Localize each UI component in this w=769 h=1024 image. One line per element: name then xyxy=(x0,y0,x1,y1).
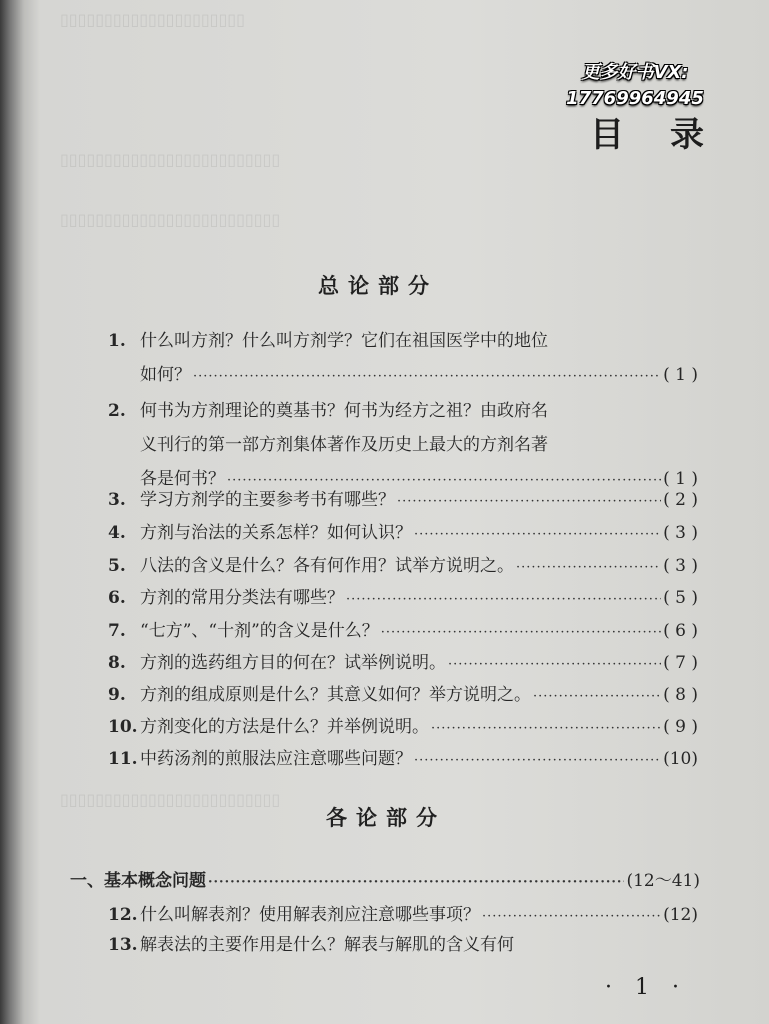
entry-number: 2. xyxy=(108,401,126,421)
entry-page: ( 1 ) xyxy=(663,469,698,489)
dot-leader xyxy=(208,868,624,898)
watermark xyxy=(560,60,710,112)
entry-text: 解表法的主要作用是什么？解表与解肌的含义有何 xyxy=(140,935,514,955)
toc-entry-1[interactable] xyxy=(108,324,698,394)
entry-number: 7. xyxy=(108,621,126,641)
entry-number: 10. xyxy=(108,717,138,737)
entry-page: ( 2 ) xyxy=(663,490,698,510)
toc-entry-10[interactable] xyxy=(108,710,698,746)
entry-text: 何书为方剂理论的奠基书？何书为经方之祖？由政府名 xyxy=(140,401,548,421)
entry-text: 中药汤剂的煎服法应注意哪些问题？ xyxy=(140,749,412,769)
entry-page: (10) xyxy=(663,749,698,769)
entry-text: 什么叫解表剂？使用解表剂应注意哪些事项？ xyxy=(140,905,480,925)
entry-number: 6. xyxy=(108,588,126,608)
specific-section-title: 各论部分 xyxy=(326,805,446,830)
entry-number: 11. xyxy=(108,749,138,769)
entry-page: ( 3 ) xyxy=(663,556,698,576)
toc-entry-4[interactable] xyxy=(108,516,698,552)
toc-entry-6[interactable] xyxy=(108,581,698,617)
watermark-line-2: 17769964945 xyxy=(566,88,704,109)
entry-text: 方剂的组成原则是什么？其意义如何？举方说明之。 xyxy=(140,685,531,705)
entry-number: 3. xyxy=(108,490,126,510)
dot-leader xyxy=(431,712,661,746)
category-label: 一、基本概念问题 xyxy=(70,871,206,891)
entry-page: (12) xyxy=(663,905,698,925)
entry-text: 什么叫方剂？什么叫方剂学？它们在祖国医学中的地位 xyxy=(140,331,548,351)
entry-number: 12. xyxy=(108,905,138,925)
entry-text: 方剂变化的方法是什么？并举例说明。 xyxy=(140,717,429,737)
toc-entry-8[interactable] xyxy=(108,646,698,682)
dot-leader xyxy=(533,680,661,714)
toc-entry-7[interactable] xyxy=(108,614,698,650)
dot-leader xyxy=(193,360,661,394)
dot-leader xyxy=(448,648,661,682)
toc-category-basic-concepts[interactable] xyxy=(70,866,700,898)
entry-page: ( 8 ) xyxy=(663,685,698,705)
entry-page: ( 1 ) xyxy=(663,365,698,385)
entry-text: 如何？ xyxy=(140,365,191,385)
entry-text: 义刊行的第一部方剂集体著作及历史上最大的方剂名著 xyxy=(140,435,548,455)
entry-number: 8. xyxy=(108,653,126,673)
bleed-through-text: ▯▯▯▯▯▯▯▯▯▯▯▯▯▯▯▯▯▯▯▯▯▯▯▯▯ xyxy=(60,210,281,229)
entry-number: 4. xyxy=(108,523,126,543)
toc-entry-9[interactable] xyxy=(108,678,698,714)
bleed-through-text: ▯▯▯▯▯▯▯▯▯▯▯▯▯▯▯▯▯▯▯▯▯▯▯▯▯ xyxy=(60,150,281,169)
entry-page: ( 3 ) xyxy=(663,523,698,543)
entry-text: 八法的含义是什么？各有何作用？试举方说明之。 xyxy=(140,556,514,576)
bleed-through-text: ▯▯▯▯▯▯▯▯▯▯▯▯▯▯▯▯▯▯▯▯▯ xyxy=(60,10,245,29)
entry-text: 方剂的常用分类法有哪些？ xyxy=(140,588,344,608)
entry-number: 5. xyxy=(108,556,126,576)
watermark-line-1: 更多好书VX: xyxy=(581,62,689,83)
entry-page: ( 6 ) xyxy=(663,621,698,641)
entry-text: 方剂与治法的关系怎样？如何认识？ xyxy=(140,523,412,543)
contents-heading: 目录 xyxy=(590,115,750,155)
entry-number: 13. xyxy=(108,935,138,955)
toc-entry-11[interactable] xyxy=(108,742,698,778)
dot-leader xyxy=(346,583,661,617)
dot-leader xyxy=(397,485,661,519)
category-pages: (12～41) xyxy=(626,871,700,891)
entry-number: 1. xyxy=(108,331,126,351)
bleed-through-text: ▯▯▯▯▯▯▯▯▯▯▯▯▯▯▯▯▯▯▯▯▯▯▯▯▯ xyxy=(60,790,281,809)
entry-text: “七方”、“十剂”的含义是什么？ xyxy=(140,621,379,641)
toc-entry-5[interactable] xyxy=(108,549,698,585)
general-section-title: 总论部分 xyxy=(318,273,438,298)
toc-entry-3[interactable] xyxy=(108,483,698,519)
entry-number: 9. xyxy=(108,685,126,705)
dot-leader xyxy=(414,744,661,778)
dot-leader xyxy=(414,518,661,552)
page-number: · 1 · xyxy=(605,975,687,1000)
entry-text: 各是何书？ xyxy=(140,469,225,489)
dot-leader xyxy=(381,616,661,650)
toc-entry-13[interactable] xyxy=(108,928,698,962)
entry-text: 学习方剂学的主要参考书有哪些？ xyxy=(140,490,395,510)
entry-page: ( 9 ) xyxy=(663,717,698,737)
entry-text: 方剂的选药组方目的何在？试举例说明。 xyxy=(140,653,446,673)
entry-page: ( 5 ) xyxy=(663,588,698,608)
dot-leader xyxy=(516,551,661,585)
entry-page: ( 7 ) xyxy=(663,653,698,673)
